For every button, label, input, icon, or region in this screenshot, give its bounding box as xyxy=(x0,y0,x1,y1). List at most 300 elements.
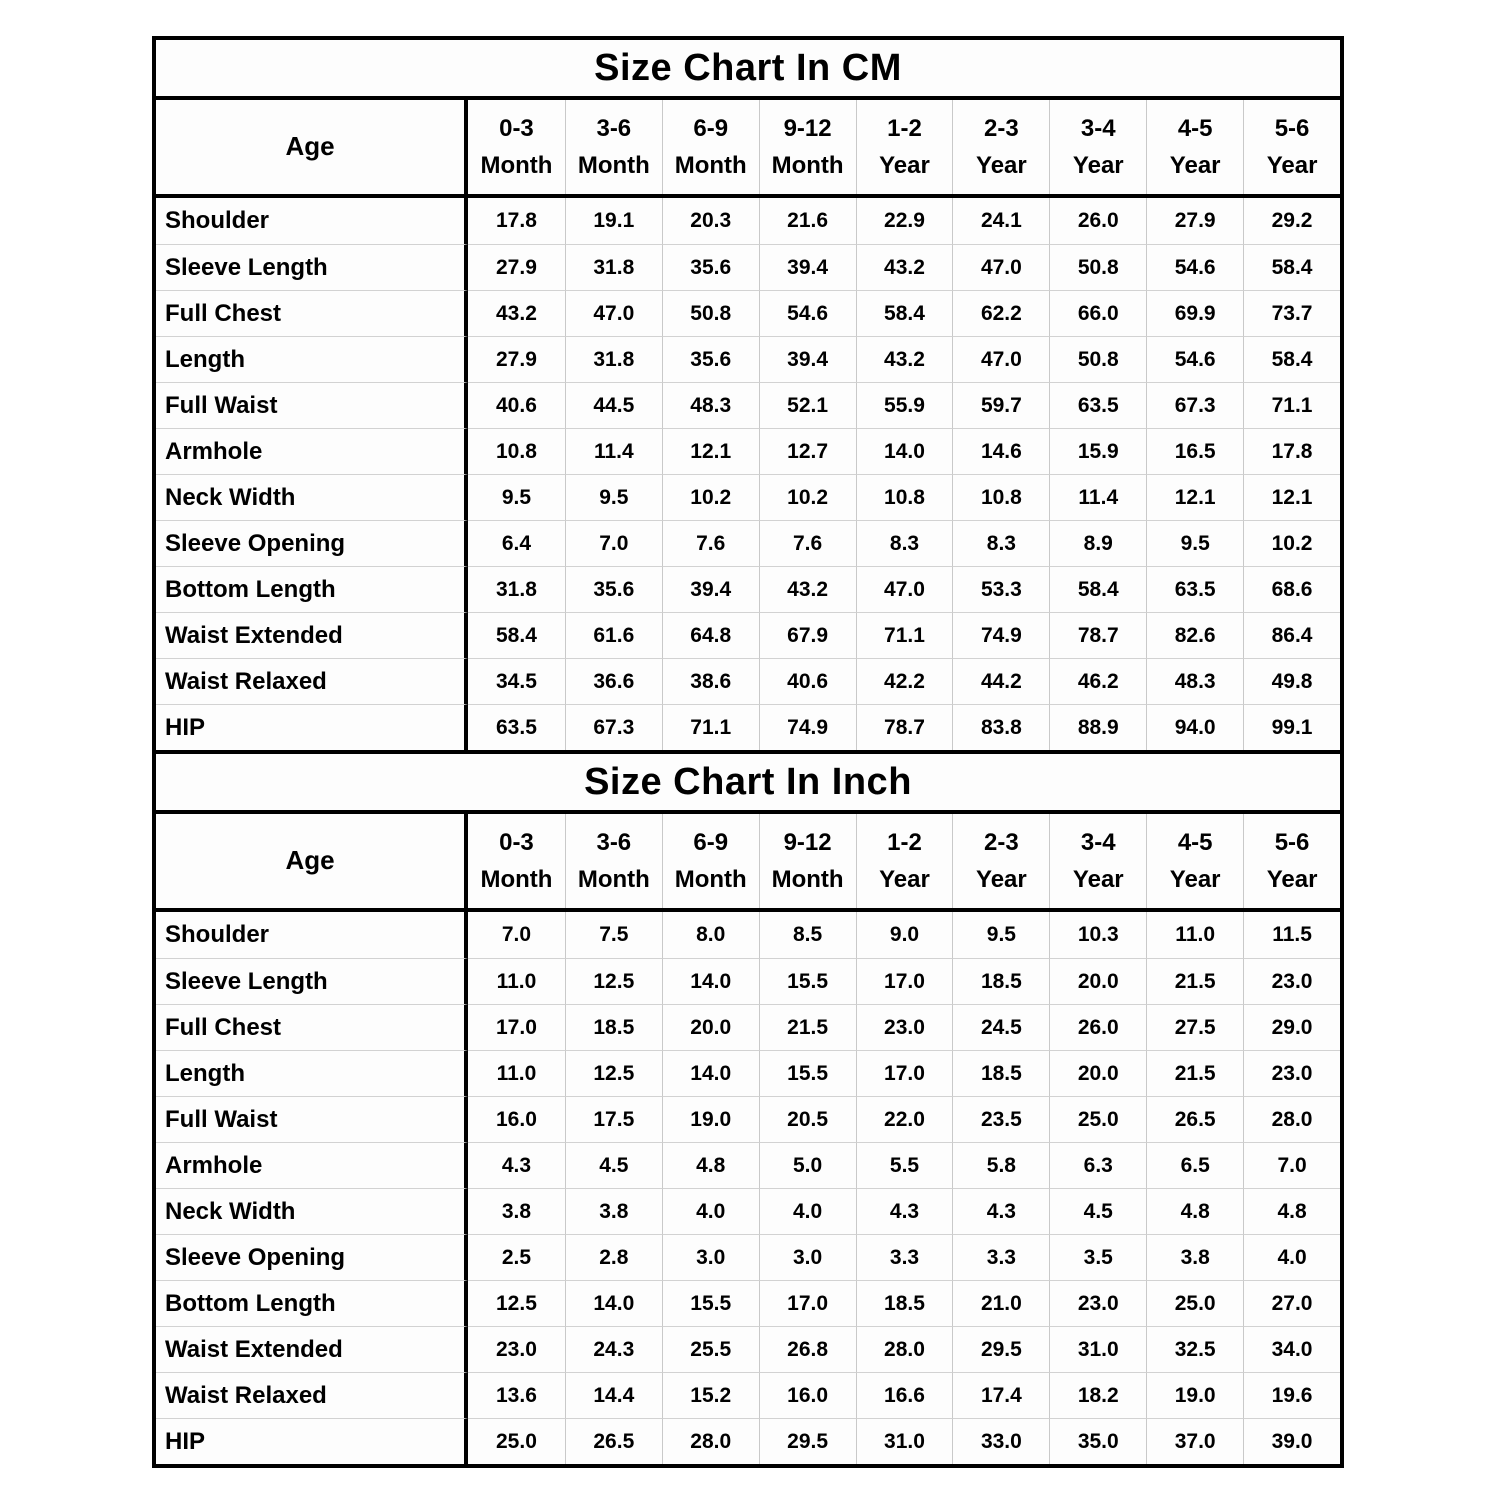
measurement-cell: 52.1 xyxy=(759,382,856,428)
measurement-cell: 67.9 xyxy=(759,612,856,658)
measurement-cell: 78.7 xyxy=(1049,612,1146,658)
measurement-cell: 47.0 xyxy=(952,336,1049,382)
measurement-cell: 4.5 xyxy=(565,1142,662,1188)
column-unit-label: Year xyxy=(879,866,930,893)
measurement-cell: 59.7 xyxy=(952,382,1049,428)
measurement-cell: 44.5 xyxy=(565,382,662,428)
measurement-cell: 20.0 xyxy=(1049,958,1146,1004)
measurement-cell: 4.0 xyxy=(1243,1234,1340,1280)
measurement-cell: 29.2 xyxy=(1243,198,1340,244)
column-header-cell xyxy=(1049,814,1146,908)
row-label: Full Chest xyxy=(156,290,468,336)
measurement-cell: 14.0 xyxy=(662,1050,759,1096)
measurement-cell: 27.9 xyxy=(468,244,565,290)
measurement-cell: 29.0 xyxy=(1243,1004,1340,1050)
column-range-label: 3-6 xyxy=(596,828,632,856)
measurement-cell: 5.5 xyxy=(856,1142,953,1188)
measurement-cell: 15.5 xyxy=(759,1050,856,1096)
measurement-cell: 18.2 xyxy=(1049,1372,1146,1418)
measurement-cell: 71.1 xyxy=(1243,382,1340,428)
column-range-label: 5-6 xyxy=(1274,114,1310,142)
measurement-cell: 17.0 xyxy=(468,1004,565,1050)
measurement-cell: 16.0 xyxy=(468,1096,565,1142)
measurement-cell: 39.4 xyxy=(662,566,759,612)
measurement-cell: 20.3 xyxy=(662,198,759,244)
column-header-cell xyxy=(952,100,1049,194)
column-range-label: 0-3 xyxy=(499,828,534,856)
measurement-cell: 58.4 xyxy=(1049,566,1146,612)
column-header-cell xyxy=(1146,814,1243,908)
table-row xyxy=(156,1326,1340,1372)
measurement-cell: 17.4 xyxy=(952,1372,1049,1418)
measurement-cell: 31.0 xyxy=(1049,1326,1146,1372)
measurement-cell: 23.0 xyxy=(1049,1280,1146,1326)
measurement-cell: 17.0 xyxy=(856,1050,953,1096)
measurement-cell: 25.0 xyxy=(468,1418,565,1464)
measurement-cell: 3.8 xyxy=(565,1188,662,1234)
measurement-cell: 23.5 xyxy=(952,1096,1049,1142)
row-label: Waist Relaxed xyxy=(156,1372,468,1418)
column-unit-label: Month xyxy=(577,152,650,179)
table-row xyxy=(156,382,1340,428)
measurement-cell: 9.5 xyxy=(565,474,662,520)
measurement-cell: 55.9 xyxy=(856,382,953,428)
measurement-cell: 6.3 xyxy=(1049,1142,1146,1188)
column-unit-label: Month xyxy=(771,152,844,179)
measurement-cell: 9.0 xyxy=(856,912,953,958)
measurement-cell: 7.0 xyxy=(565,520,662,566)
measurement-cell: 35.0 xyxy=(1049,1418,1146,1464)
measurement-cell: 3.3 xyxy=(952,1234,1049,1280)
measurement-cell: 19.0 xyxy=(662,1096,759,1142)
measurement-cell: 7.0 xyxy=(1243,1142,1340,1188)
measurement-cell: 16.5 xyxy=(1146,428,1243,474)
measurement-cell: 8.3 xyxy=(952,520,1049,566)
measurement-cell: 47.0 xyxy=(952,244,1049,290)
measurement-cell: 99.1 xyxy=(1243,704,1340,750)
measurement-cell: 71.1 xyxy=(856,612,953,658)
measurement-cell: 8.9 xyxy=(1049,520,1146,566)
measurement-cell: 18.5 xyxy=(565,1004,662,1050)
measurement-cell: 24.3 xyxy=(565,1326,662,1372)
row-label: Sleeve Opening xyxy=(156,1234,468,1280)
measurement-cell: 23.0 xyxy=(856,1004,953,1050)
measurement-cell: 31.0 xyxy=(856,1418,953,1464)
row-label: Bottom Length xyxy=(156,566,468,612)
measurement-cell: 73.7 xyxy=(1243,290,1340,336)
column-header-cell xyxy=(1146,100,1243,194)
column-range-label: 3-4 xyxy=(1080,828,1116,856)
measurement-cell: 35.6 xyxy=(662,244,759,290)
measurement-cell: 4.8 xyxy=(662,1142,759,1188)
measurement-cell: 47.0 xyxy=(565,290,662,336)
row-label: Neck Width xyxy=(156,474,468,520)
table-row xyxy=(156,474,1340,520)
measurement-cell: 26.0 xyxy=(1049,198,1146,244)
table-row xyxy=(156,290,1340,336)
size-table-cm xyxy=(156,40,1340,750)
measurement-cell: 10.2 xyxy=(662,474,759,520)
measurement-cell: 5.0 xyxy=(759,1142,856,1188)
table-row xyxy=(156,1096,1340,1142)
table-row xyxy=(156,1372,1340,1418)
measurement-cell: 15.9 xyxy=(1049,428,1146,474)
measurement-cell: 14.4 xyxy=(565,1372,662,1418)
measurement-cell: 35.6 xyxy=(565,566,662,612)
row-label: Waist Relaxed xyxy=(156,658,468,704)
column-unit-label: Month xyxy=(674,866,747,893)
measurement-cell: 14.0 xyxy=(856,428,953,474)
measurement-cell: 43.2 xyxy=(856,336,953,382)
measurement-cell: 94.0 xyxy=(1146,704,1243,750)
measurement-cell: 12.5 xyxy=(565,1050,662,1096)
row-label: Full Chest xyxy=(156,1004,468,1050)
measurement-cell: 23.0 xyxy=(468,1326,565,1372)
table-row xyxy=(156,704,1340,750)
row-label: Sleeve Length xyxy=(156,244,468,290)
measurement-cell: 4.0 xyxy=(662,1188,759,1234)
measurement-cell: 58.4 xyxy=(856,290,953,336)
measurement-cell: 28.0 xyxy=(1243,1096,1340,1142)
measurement-cell: 4.5 xyxy=(1049,1188,1146,1234)
measurement-cell: 4.0 xyxy=(759,1188,856,1234)
column-header-cell xyxy=(759,814,856,908)
measurement-cell: 10.3 xyxy=(1049,912,1146,958)
measurement-cell: 7.5 xyxy=(565,912,662,958)
measurement-cell: 12.5 xyxy=(468,1280,565,1326)
measurement-cell: 54.6 xyxy=(759,290,856,336)
measurement-cell: 18.5 xyxy=(856,1280,953,1326)
measurement-cell: 5.8 xyxy=(952,1142,1049,1188)
measurement-cell: 34.0 xyxy=(1243,1326,1340,1372)
measurement-cell: 46.2 xyxy=(1049,658,1146,704)
measurement-cell: 24.1 xyxy=(952,198,1049,244)
measurement-cell: 42.2 xyxy=(856,658,953,704)
row-label: Waist Extended xyxy=(156,1326,468,1372)
measurement-cell: 16.6 xyxy=(856,1372,953,1418)
measurement-cell: 63.5 xyxy=(468,704,565,750)
measurement-cell: 28.0 xyxy=(662,1418,759,1464)
measurement-cell: 86.4 xyxy=(1243,612,1340,658)
measurement-cell: 58.4 xyxy=(468,612,565,658)
measurement-cell: 16.0 xyxy=(759,1372,856,1418)
measurement-cell: 2.5 xyxy=(468,1234,565,1280)
row-label: HIP xyxy=(156,1418,468,1464)
measurement-cell: 49.8 xyxy=(1243,658,1340,704)
row-label: Waist Extended xyxy=(156,612,468,658)
column-header-cell xyxy=(662,100,759,194)
column-range-label: 3-6 xyxy=(596,114,632,142)
measurement-cell: 34.5 xyxy=(468,658,565,704)
measurement-cell: 4.3 xyxy=(468,1142,565,1188)
measurement-cell: 12.1 xyxy=(1243,474,1340,520)
measurement-cell: 39.4 xyxy=(759,336,856,382)
measurement-cell: 74.9 xyxy=(952,612,1049,658)
measurement-cell: 31.8 xyxy=(565,244,662,290)
row-label: Shoulder xyxy=(156,198,468,244)
measurement-cell: 33.0 xyxy=(952,1418,1049,1464)
measurement-cell: 21.5 xyxy=(1146,958,1243,1004)
measurement-cell: 27.9 xyxy=(468,336,565,382)
measurement-cell: 4.3 xyxy=(952,1188,1049,1234)
measurement-cell: 14.0 xyxy=(565,1280,662,1326)
column-header-cell xyxy=(565,814,662,908)
measurement-cell: 9.5 xyxy=(952,912,1049,958)
measurement-cell: 24.5 xyxy=(952,1004,1049,1050)
measurement-cell: 27.0 xyxy=(1243,1280,1340,1326)
column-header-cell xyxy=(1049,100,1146,194)
column-header-cell xyxy=(856,814,953,908)
size-chart-tables xyxy=(152,36,1344,1468)
measurement-cell: 4.8 xyxy=(1243,1188,1340,1234)
table-title-inch: Size Chart In Inch xyxy=(156,754,1340,814)
age-header-cell: Age xyxy=(156,814,468,908)
row-label: Sleeve Length xyxy=(156,958,468,1004)
measurement-cell: 50.8 xyxy=(1049,336,1146,382)
measurement-cell: 37.0 xyxy=(1146,1418,1243,1464)
measurement-cell: 88.9 xyxy=(1049,704,1146,750)
measurement-cell: 10.2 xyxy=(1243,520,1340,566)
row-label: Length xyxy=(156,336,468,382)
measurement-cell: 19.0 xyxy=(1146,1372,1243,1418)
row-label: Sleeve Opening xyxy=(156,520,468,566)
measurement-cell: 69.9 xyxy=(1146,290,1243,336)
column-range-label: 1-2 xyxy=(887,114,922,142)
table-row xyxy=(156,612,1340,658)
measurement-cell: 21.5 xyxy=(1146,1050,1243,1096)
column-header-cell xyxy=(856,100,953,194)
table-row xyxy=(156,336,1340,382)
measurement-cell: 23.0 xyxy=(1243,958,1340,1004)
measurement-cell: 3.0 xyxy=(662,1234,759,1280)
column-unit-label: Year xyxy=(1169,866,1221,893)
measurement-cell: 20.5 xyxy=(759,1096,856,1142)
row-label: Armhole xyxy=(156,428,468,474)
measurement-cell: 43.2 xyxy=(856,244,953,290)
table-body xyxy=(156,912,1340,1464)
age-header-cell: Age xyxy=(156,100,468,194)
column-range-label: 2-3 xyxy=(984,828,1019,856)
measurement-cell: 11.4 xyxy=(565,428,662,474)
table-body xyxy=(156,198,1340,750)
measurement-cell: 12.7 xyxy=(759,428,856,474)
column-unit-label: Year xyxy=(1169,152,1221,179)
measurement-cell: 25.0 xyxy=(1146,1280,1243,1326)
measurement-cell: 11.4 xyxy=(1049,474,1146,520)
table-header-row xyxy=(156,100,1340,198)
measurement-cell: 20.0 xyxy=(1049,1050,1146,1096)
table-row xyxy=(156,198,1340,244)
measurement-cell: 8.0 xyxy=(662,912,759,958)
measurement-cell: 19.6 xyxy=(1243,1372,1340,1418)
measurement-cell: 21.0 xyxy=(952,1280,1049,1326)
column-unit-label: Year xyxy=(976,866,1027,893)
column-unit-label: Month xyxy=(480,866,553,893)
measurement-cell: 28.0 xyxy=(856,1326,953,1372)
measurement-cell: 67.3 xyxy=(1146,382,1243,428)
measurement-cell: 4.8 xyxy=(1146,1188,1243,1234)
row-label: Armhole xyxy=(156,1142,468,1188)
measurement-cell: 20.0 xyxy=(662,1004,759,1050)
measurement-cell: 11.0 xyxy=(1146,912,1243,958)
measurement-cell: 6.4 xyxy=(468,520,565,566)
measurement-cell: 15.2 xyxy=(662,1372,759,1418)
measurement-cell: 9.5 xyxy=(468,474,565,520)
measurement-cell: 83.8 xyxy=(952,704,1049,750)
measurement-cell: 31.8 xyxy=(565,336,662,382)
measurement-cell: 35.6 xyxy=(662,336,759,382)
column-unit-label: Year xyxy=(1072,866,1124,893)
measurement-cell: 26.5 xyxy=(1146,1096,1243,1142)
measurement-cell: 44.2 xyxy=(952,658,1049,704)
measurement-cell: 48.3 xyxy=(662,382,759,428)
table-row xyxy=(156,520,1340,566)
row-label: Shoulder xyxy=(156,912,468,958)
measurement-cell: 36.6 xyxy=(565,658,662,704)
measurement-cell: 21.5 xyxy=(759,1004,856,1050)
row-label: Full Waist xyxy=(156,382,468,428)
measurement-cell: 27.9 xyxy=(1146,198,1243,244)
table-row xyxy=(156,1142,1340,1188)
measurement-cell: 29.5 xyxy=(952,1326,1049,1372)
column-range-label: 6-9 xyxy=(693,828,729,856)
table-row xyxy=(156,912,1340,958)
measurement-cell: 58.4 xyxy=(1243,336,1340,382)
measurement-cell: 39.4 xyxy=(759,244,856,290)
column-unit-label: Year xyxy=(1072,152,1124,179)
measurement-cell: 26.0 xyxy=(1049,1004,1146,1050)
measurement-cell: 32.5 xyxy=(1146,1326,1243,1372)
measurement-cell: 19.1 xyxy=(565,198,662,244)
measurement-cell: 7.0 xyxy=(501,923,532,946)
measurement-cell: 64.8 xyxy=(662,612,759,658)
column-range-label: 9-12 xyxy=(783,114,832,142)
measurement-cell: 25.0 xyxy=(1049,1096,1146,1142)
measurement-cell: 15.5 xyxy=(662,1280,759,1326)
measurement-cell: 78.7 xyxy=(856,704,953,750)
measurement-cell: 40.6 xyxy=(468,382,565,428)
table-row xyxy=(156,1004,1340,1050)
column-header-cell xyxy=(468,100,565,194)
size-table-inch xyxy=(156,750,1340,1464)
measurement-cell: 18.5 xyxy=(952,958,1049,1004)
measurement-cell: 12.1 xyxy=(1146,474,1243,520)
measurement-cell: 8.3 xyxy=(856,520,953,566)
column-range-label: 6-9 xyxy=(693,114,729,142)
table-row xyxy=(156,428,1340,474)
measurement-cell: 13.6 xyxy=(468,1372,565,1418)
measurement-cell: 21.6 xyxy=(759,198,856,244)
measurement-cell: 38.6 xyxy=(662,658,759,704)
measurement-cell: 12.5 xyxy=(565,958,662,1004)
measurement-cell: 50.8 xyxy=(662,290,759,336)
measurement-cell: 23.0 xyxy=(1243,1050,1340,1096)
measurement-cell: 6.5 xyxy=(1146,1142,1243,1188)
measurement-cell: 3.3 xyxy=(856,1234,953,1280)
measurement-cell: 8.5 xyxy=(759,912,856,958)
measurement-cell: 3.0 xyxy=(759,1234,856,1280)
measurement-cell: 18.5 xyxy=(952,1050,1049,1096)
measurement-cell: 17.8 xyxy=(496,209,537,232)
measurement-cell: 54.6 xyxy=(1146,336,1243,382)
table-row xyxy=(156,958,1340,1004)
measurement-cell: 31.8 xyxy=(468,566,565,612)
column-range-label: 0-3 xyxy=(499,114,534,142)
measurement-cell: 74.9 xyxy=(759,704,856,750)
measurement-cell: 11.0 xyxy=(468,1050,565,1096)
measurement-cell: 11.5 xyxy=(1243,912,1340,958)
table-row xyxy=(156,1050,1340,1096)
measurement-cell: 17.0 xyxy=(759,1280,856,1326)
table-row xyxy=(156,1280,1340,1326)
measurement-cell: 17.8 xyxy=(1243,428,1340,474)
column-range-label: 4-5 xyxy=(1177,828,1213,856)
measurement-cell: 54.6 xyxy=(1146,244,1243,290)
column-unit-label: Month xyxy=(771,866,844,893)
measurement-cell: 9.5 xyxy=(1146,520,1243,566)
table-row xyxy=(156,658,1340,704)
column-header-cell xyxy=(662,814,759,908)
table-header-row xyxy=(156,814,1340,912)
column-unit-label: Month xyxy=(480,152,553,179)
measurement-cell: 43.2 xyxy=(468,290,565,336)
measurement-cell: 47.0 xyxy=(856,566,953,612)
measurement-cell: 25.5 xyxy=(662,1326,759,1372)
measurement-cell: 58.4 xyxy=(1243,244,1340,290)
column-range-label: 1-2 xyxy=(887,828,922,856)
measurement-cell: 40.6 xyxy=(759,658,856,704)
measurement-cell: 43.2 xyxy=(759,566,856,612)
measurement-cell: 27.5 xyxy=(1146,1004,1243,1050)
measurement-cell: 10.8 xyxy=(468,428,565,474)
measurement-cell: 62.2 xyxy=(952,290,1049,336)
measurement-cell: 14.6 xyxy=(952,428,1049,474)
measurement-cell: 12.1 xyxy=(662,428,759,474)
row-label: Full Waist xyxy=(156,1096,468,1142)
measurement-cell: 22.0 xyxy=(856,1096,953,1142)
measurement-cell: 10.8 xyxy=(952,474,1049,520)
column-unit-label: Month xyxy=(577,866,650,893)
column-header-cell xyxy=(565,100,662,194)
column-unit-label: Year xyxy=(879,152,930,179)
table-row xyxy=(156,1234,1340,1280)
measurement-cell: 7.6 xyxy=(662,520,759,566)
measurement-cell: 26.8 xyxy=(759,1326,856,1372)
measurement-cell: 14.0 xyxy=(662,958,759,1004)
measurement-cell: 17.5 xyxy=(565,1096,662,1142)
column-range-label: 4-5 xyxy=(1177,114,1213,142)
measurement-cell: 11.0 xyxy=(468,958,565,1004)
column-unit-label: Year xyxy=(976,152,1027,179)
table-row xyxy=(156,244,1340,290)
measurement-cell: 66.0 xyxy=(1049,290,1146,336)
column-header-cell xyxy=(1243,100,1340,194)
row-label: HIP xyxy=(156,704,468,750)
measurement-cell: 7.6 xyxy=(759,520,856,566)
measurement-cell: 29.5 xyxy=(759,1418,856,1464)
measurement-cell: 50.8 xyxy=(1049,244,1146,290)
measurement-cell: 17.0 xyxy=(856,958,953,1004)
measurement-cell: 39.0 xyxy=(1243,1418,1340,1464)
measurement-cell: 82.6 xyxy=(1146,612,1243,658)
measurement-cell: 71.1 xyxy=(662,704,759,750)
measurement-cell: 68.6 xyxy=(1243,566,1340,612)
measurement-cell: 53.3 xyxy=(952,566,1049,612)
measurement-cell: 10.8 xyxy=(856,474,953,520)
column-unit-label: Year xyxy=(1266,866,1318,893)
measurement-cell: 3.8 xyxy=(468,1188,565,1234)
measurement-cell: 15.5 xyxy=(759,958,856,1004)
